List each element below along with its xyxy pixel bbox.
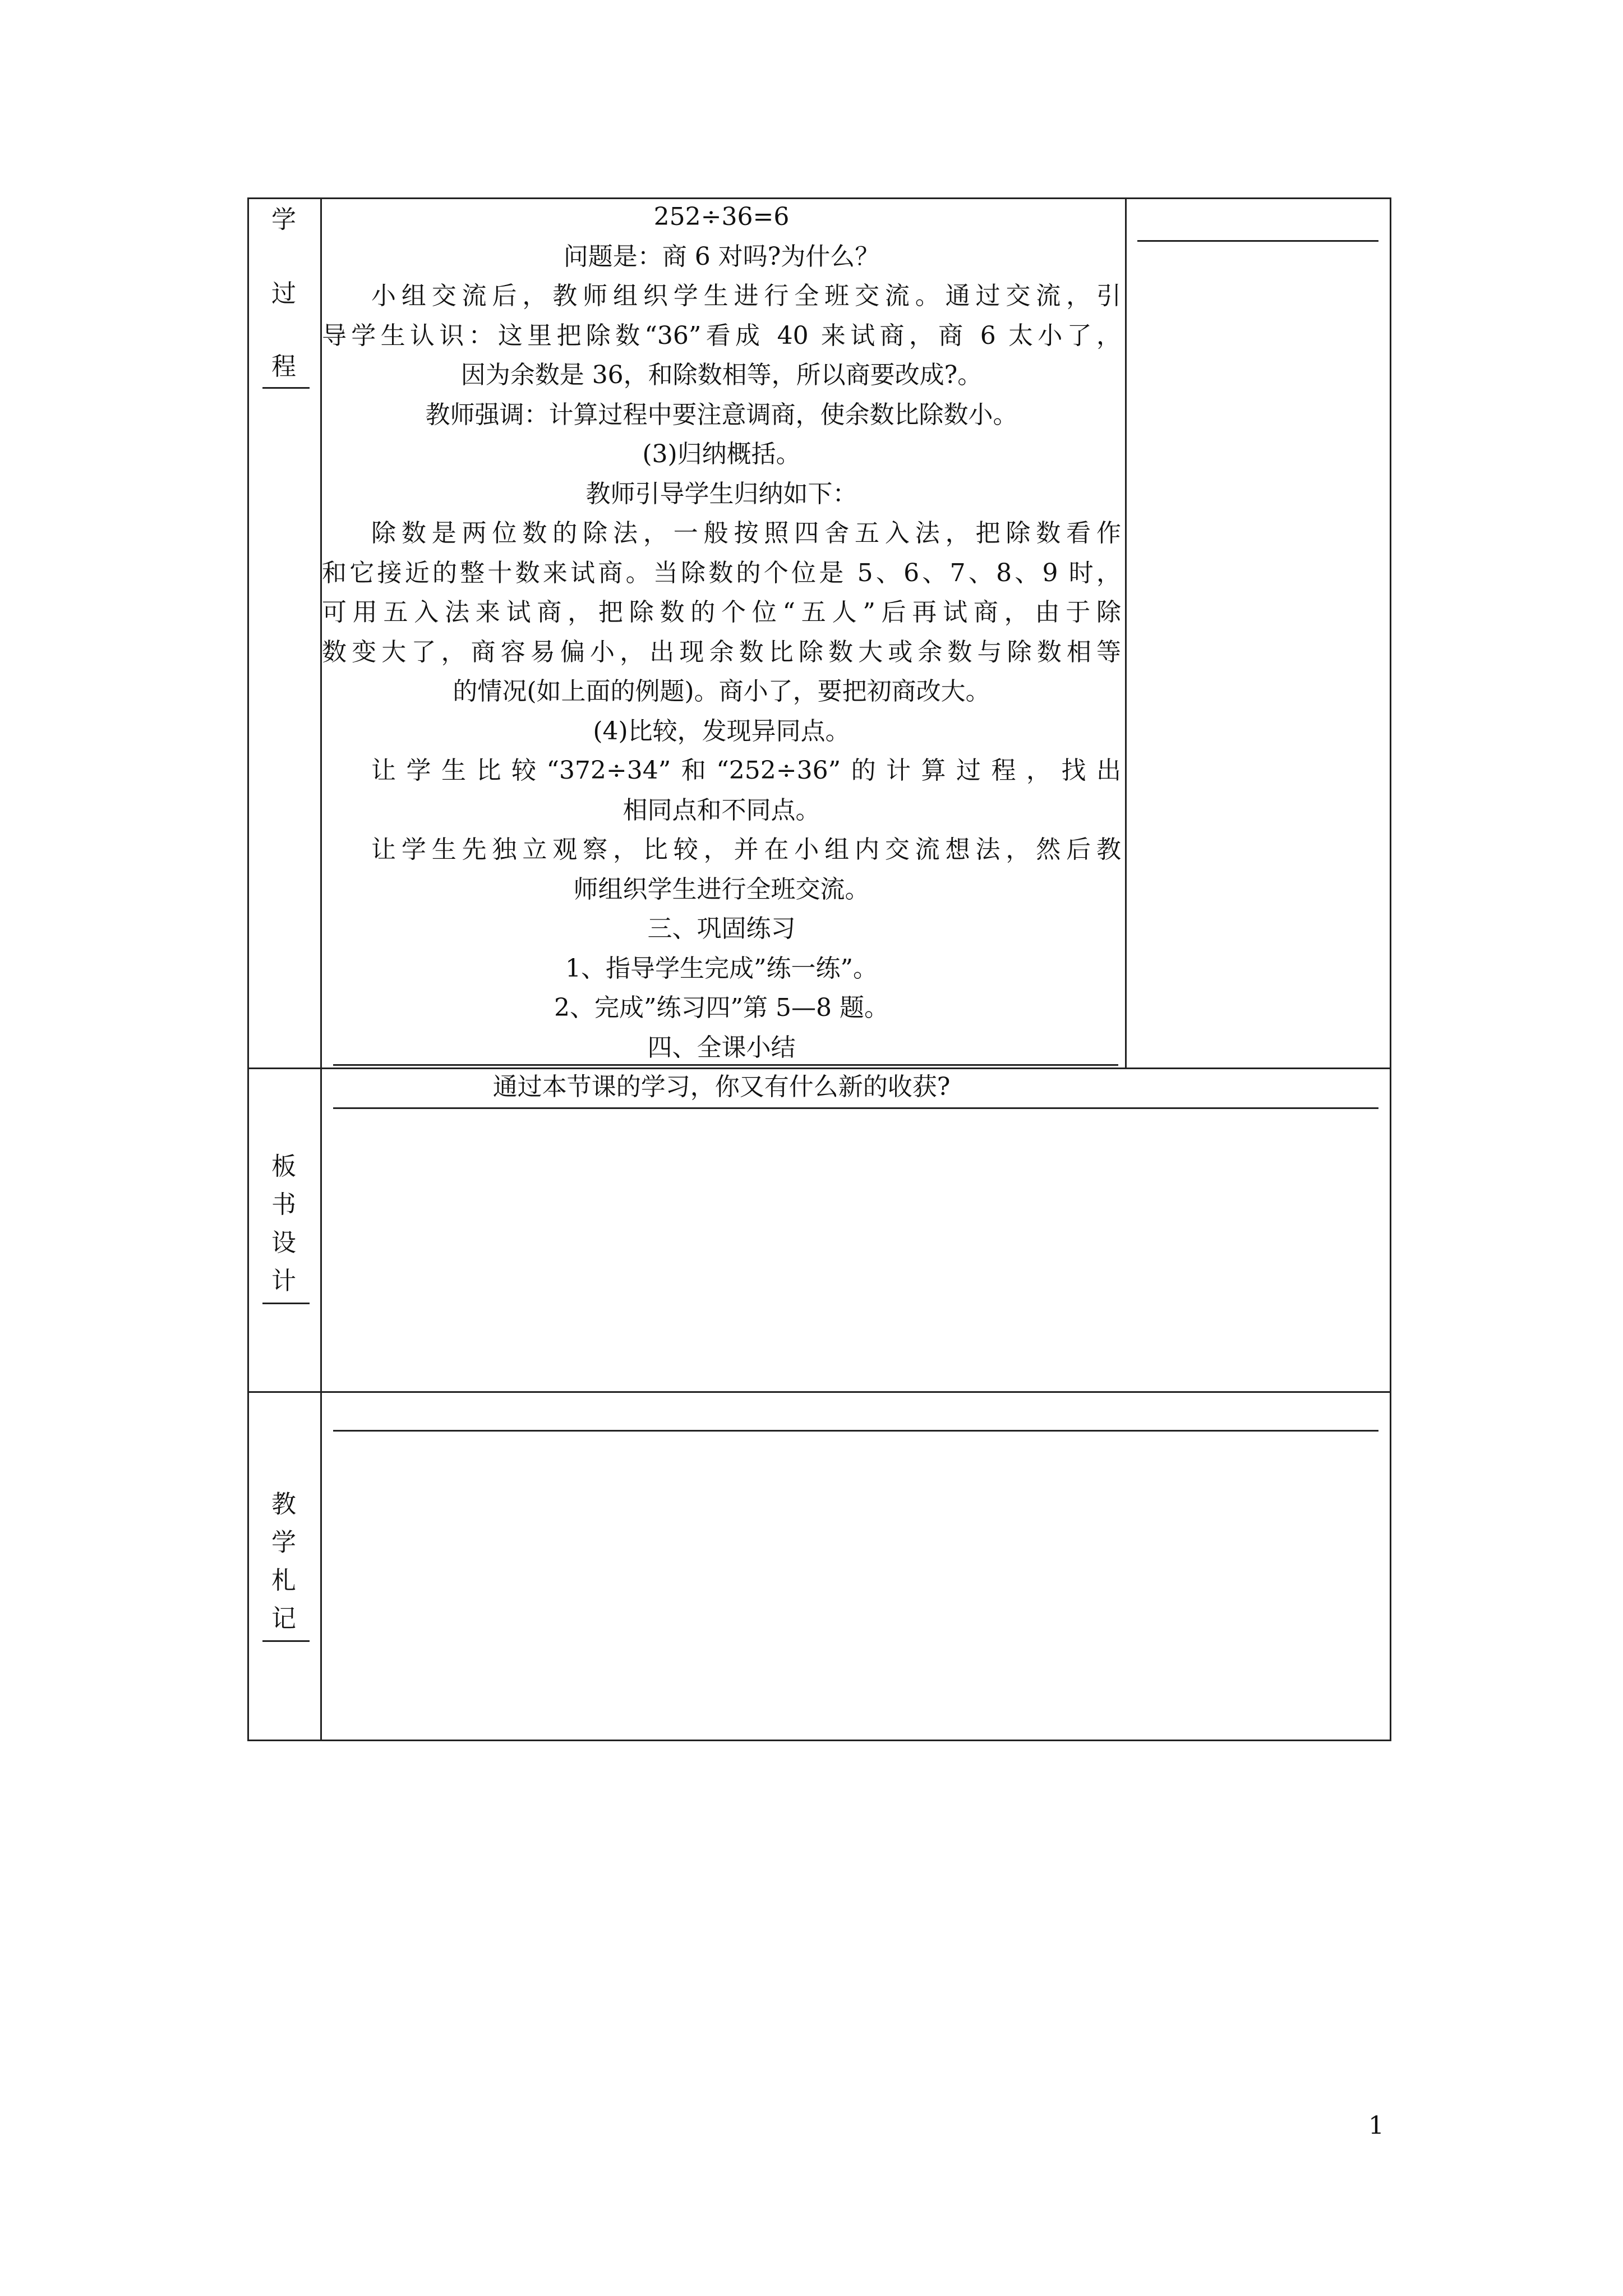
process-label-underline: [262, 387, 310, 389]
notes-column-divider: [1125, 197, 1127, 1069]
paragraph-line: 小组交流后，教师组织学生进行全班交流。通过交流，引: [371, 282, 1121, 310]
paragraph-line: 教师引导学生归纳如下：: [585, 479, 857, 508]
section-heading: 四、全课小结: [647, 1033, 796, 1062]
teaching-notes-label-char: 记: [271, 1604, 296, 1633]
lesson-process-content: [322, 197, 1121, 1107]
paragraph-line: 相同点和不同点。: [623, 795, 820, 825]
summary-question: 通过本节课的学习，你又有什么新的收获?: [492, 1073, 951, 1101]
process-label-char: 程: [271, 352, 296, 381]
paragraph-line: 数变大了，商容易偏小，出现余数比除数大或余数与除数相等: [322, 637, 1121, 666]
teaching-notes-label-char: 学: [271, 1528, 296, 1557]
board-design-rule: [333, 1107, 1378, 1109]
paragraph-line: 导学生认识：这里把除数“36”看成 40 来试商，商 6 太小了，: [322, 321, 1121, 350]
question-line: 问题是：商 6 对吗?为什么？: [563, 242, 880, 271]
emphasis-line: 教师强调：计算过程中要注意调商，使余数比除数小。: [425, 400, 1018, 429]
section-heading: 三、巩固练习: [647, 914, 796, 943]
paragraph-line: 的情况(如上面的例题)。商小了，要把初商改大。: [453, 677, 990, 706]
process-label-char: 学: [271, 205, 296, 234]
teaching-notes-rule: [333, 1430, 1378, 1432]
board-design-label-char: 书: [271, 1190, 296, 1219]
step-heading: (4)比较，发现异同点。: [593, 716, 850, 746]
teaching-notes-label-char: 教: [271, 1490, 296, 1519]
exercise-item: 1、指导学生完成”练一练”。: [565, 954, 878, 983]
paragraph-line: 师组织学生进行全班交流。: [573, 875, 870, 904]
board-design-label-underline: [262, 1303, 310, 1304]
paragraph-line: 和它接近的整十数来试商。当除数的个位是 5、6、7、8、9 时，: [322, 558, 1121, 587]
equation-line: 252÷36=6: [653, 203, 790, 231]
exercise-item: 2、完成”练习四”第 5—8 题。: [554, 993, 889, 1022]
board-design-label-char: 计: [271, 1267, 296, 1295]
row-divider-board: [247, 1391, 1391, 1393]
teaching-notes-label-char: 札: [271, 1566, 296, 1595]
paragraph-line: 可用五入法来试商，把除数的个位“五人”后再试商，由于除: [322, 598, 1121, 627]
notes-column-rule: [1137, 240, 1378, 242]
paragraph-line: 让学生比较“372÷34”和“252÷36”的计算过程，找出: [371, 756, 1121, 785]
step-heading: (3)归纳概括。: [642, 440, 801, 468]
paragraph-line: 因为余数是 36，和除数相等，所以商要改成?。: [460, 361, 983, 389]
board-design-label-char: 板: [271, 1152, 296, 1181]
teaching-notes-label-underline: [262, 1640, 310, 1642]
paragraph-line: 让学生先独立观察，比较，并在小组内交流想法，然后教: [371, 835, 1121, 864]
process-label-char: 过: [271, 279, 296, 308]
paragraph-line: 除数是两位数的除法，一般按照四舍五入法，把除数看作: [371, 519, 1121, 547]
board-design-label-char: 设: [271, 1228, 296, 1257]
page-number: 1: [1368, 2111, 1384, 2140]
